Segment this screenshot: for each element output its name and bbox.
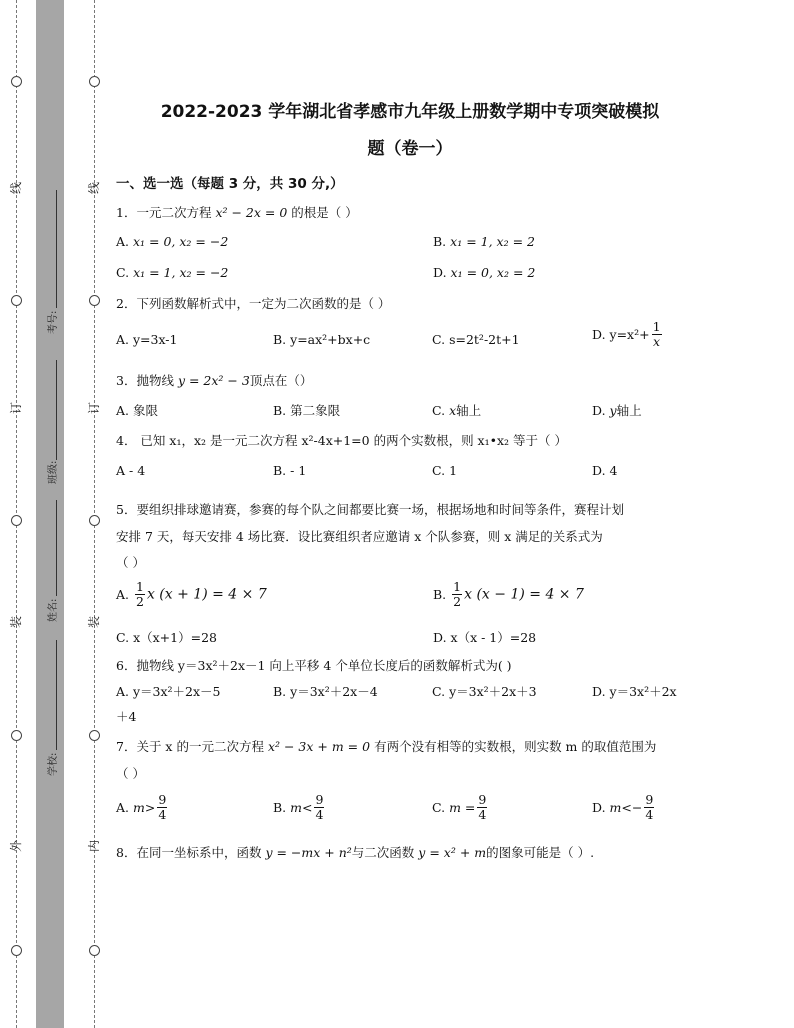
q6-option-d[interactable]: D. y＝3x²＋2x [592, 684, 677, 699]
name-label: 姓名: [48, 598, 59, 622]
option-value: x (x − 1) = 4 × 7 [464, 586, 584, 603]
q8-stem [116, 843, 594, 861]
option-value: m> [133, 800, 156, 815]
q7-option-c[interactable] [432, 793, 489, 822]
option-letter: D. [592, 403, 606, 418]
binding-hole [89, 945, 100, 956]
option-var: y [609, 403, 617, 418]
option-value: m<− [609, 800, 643, 815]
numerator: 9 [315, 792, 324, 807]
q5-option-c[interactable]: C. x（x+1）=28 [116, 630, 217, 645]
binding-hole [11, 945, 22, 956]
exam-id-blank[interactable] [56, 190, 57, 308]
q4-stem: 4． 已知 x₁，x₂ 是一元二次方程 x²-4x+1=0 的两个实数根，则 x₁•x₂ 等于（ ） [116, 433, 567, 448]
binding-hole [11, 730, 22, 741]
q1-option-b[interactable] [433, 234, 535, 249]
exam-id-label: 考号: [48, 310, 59, 334]
q4-option-a[interactable]: A - 4 [116, 463, 146, 478]
option-text: 轴上 [616, 403, 642, 418]
binding-hole [89, 515, 100, 526]
binding-hole [89, 730, 100, 741]
q4-option-b[interactable]: B. - 1 [273, 463, 307, 478]
margin-char: 线 [87, 181, 102, 195]
q8-stem-a: 8．在同一坐标系中，函数 [116, 845, 262, 860]
numerator: 9 [645, 792, 654, 807]
q7-equation: x² − 3x + m = 0 [267, 739, 371, 754]
q7-stem [116, 737, 656, 755]
option-letter: A. [116, 587, 130, 602]
option-value: x₁ = 0, x₂ = 2 [450, 265, 536, 280]
denominator: 4 [478, 807, 487, 822]
binding-hole [11, 515, 22, 526]
q7-option-d[interactable] [592, 793, 656, 822]
option-letter: A. [116, 234, 130, 249]
q5-line3: （ ） [116, 555, 145, 570]
q1-equation: x² − 2x = 0 [215, 205, 288, 220]
option-letter: B. [433, 234, 447, 249]
q5-option-b[interactable] [433, 580, 584, 609]
option-letter: B. [273, 800, 287, 815]
q5-option-a[interactable] [116, 580, 267, 609]
fraction [314, 793, 324, 822]
binding-hole [11, 295, 22, 306]
section-heading: 一、选一选（每题 3 分，共 30 分,） [116, 176, 344, 192]
q5-line2: 安排 7 天，每天安排 4 场比赛．设比赛组织者应邀请 x 个队参赛，则 x 满足的关系式为 [116, 529, 603, 544]
q1-option-c[interactable] [116, 265, 228, 280]
option-value: D. y=x²+ [592, 327, 650, 342]
q2-stem: 2．下列函数解析式中，一定为二次函数的是（ ） [116, 296, 391, 311]
q7-stem-b: 有两个没有相等的实数根，则实数 m 的取值范围为 [374, 739, 657, 754]
option-var: x [449, 403, 457, 418]
denominator: 4 [645, 807, 654, 822]
q6-option-d-continued: ＋4 [116, 709, 137, 724]
q3-stem-b: 顶点在（） [249, 373, 313, 388]
fraction [477, 793, 487, 822]
option-text: 轴上 [456, 403, 482, 418]
binding-hole [89, 295, 100, 306]
q3-option-d[interactable] [592, 401, 642, 419]
doc-title-line2: 题（卷一） [367, 139, 453, 159]
q3-stem-a: 3．抛物线 [116, 373, 174, 388]
q5-line1: 5．要组织排球邀请赛，参赛的每个队之间都要比赛一场，根据场地和时间等条件，赛程计划 [116, 502, 624, 517]
q3-option-c[interactable] [432, 401, 481, 419]
numerator: 9 [158, 792, 167, 807]
q7-option-b[interactable] [273, 793, 326, 822]
school-label: 学校: [48, 752, 59, 776]
option-letter: B. [433, 587, 447, 602]
q7-line2: （ ） [116, 766, 145, 781]
q2-option-c[interactable]: C. s=2t²-2t+1 [432, 332, 520, 347]
q1-stem-a: 1．一元二次方程 [116, 205, 212, 220]
q1-option-a[interactable] [116, 234, 228, 249]
option-letter: C. [116, 265, 130, 280]
q7-option-a[interactable] [116, 793, 169, 822]
numerator: 9 [478, 792, 487, 807]
option-value: m< [290, 800, 313, 815]
q6-option-b[interactable]: B. y＝3x²＋2x－4 [273, 684, 378, 699]
fraction [644, 793, 654, 822]
margin-char: 装 [87, 615, 102, 629]
margin-char: 订 [87, 401, 102, 415]
margin-char: 内 [87, 839, 102, 853]
q6-option-a[interactable]: A. y＝3x²＋2x－5 [116, 684, 221, 699]
margin-char: 装 [9, 615, 24, 629]
q3-equation: y = 2x² − 3 [177, 373, 250, 388]
option-letter: D. [433, 265, 447, 280]
option-letter: C. [432, 403, 446, 418]
inner-cut-line [94, 0, 95, 1028]
q8-stem-c: 的图象可能是（ ）. [486, 845, 595, 860]
q8-equation-1: y = −mx + n² [265, 845, 352, 860]
q3-option-b[interactable]: B. 第二象限 [273, 403, 341, 418]
q3-stem [116, 371, 312, 389]
q8-equation-2: y = x² + m [418, 845, 487, 860]
option-value: x₁ = 1, x₂ = 2 [450, 234, 535, 249]
outer-cut-line [16, 0, 17, 1028]
q1-stem [116, 203, 358, 221]
name-blank[interactable] [56, 500, 57, 596]
q1-option-d[interactable] [433, 265, 535, 280]
q1-stem-b: 的根是（ ） [291, 205, 358, 220]
denominator: 2 [136, 594, 144, 609]
margin-char: 订 [9, 401, 24, 415]
school-blank[interactable] [56, 640, 57, 750]
option-value: m = [449, 800, 476, 815]
numerator: 1 [453, 579, 462, 594]
doc-title-line1: 2022-2023 学年湖北省孝感市九年级上册数学期中专项突破模拟 [160, 102, 660, 122]
q2-option-d[interactable] [592, 320, 664, 349]
q6-option-c[interactable]: C. y＝3x²＋2x＋3 [432, 684, 537, 699]
fraction [135, 580, 145, 609]
q8-stem-b: 与二次函数 [351, 845, 415, 860]
class-blank[interactable] [56, 360, 57, 460]
denominator: x [653, 334, 661, 349]
margin-char: 外 [9, 839, 24, 853]
q5-option-d[interactable]: D. x（x - 1）=28 [433, 630, 537, 645]
q2-option-b[interactable]: B. y=ax²+bx+c [273, 332, 371, 347]
fraction [652, 320, 662, 349]
numerator: 1 [652, 319, 661, 334]
binding-hole [11, 76, 22, 87]
option-letter: D. [592, 800, 606, 815]
q7-stem-a: 7．关于 x 的一元二次方程 [116, 739, 264, 754]
binding-stripe [36, 0, 64, 1028]
class-label: 班级: [48, 460, 59, 484]
denominator: 4 [315, 807, 324, 822]
q4-option-d[interactable]: D. 4 [592, 463, 618, 478]
q2-option-a[interactable]: A. y=3x-1 [116, 332, 178, 347]
fraction [157, 793, 167, 822]
option-value: x₁ = 0, x₂ = −2 [133, 234, 229, 249]
margin-char: 线 [9, 181, 24, 195]
option-value: x₁ = 1, x₂ = −2 [133, 265, 229, 280]
denominator: 4 [158, 807, 167, 822]
q4-option-c[interactable]: C. 1 [432, 463, 458, 478]
q3-option-a[interactable]: A. 象限 [116, 403, 158, 418]
option-letter: A. [116, 800, 130, 815]
denominator: 2 [453, 594, 462, 609]
option-letter: C. [432, 800, 446, 815]
numerator: 1 [136, 579, 144, 594]
fraction [452, 580, 462, 609]
option-value: x (x + 1) = 4 × 7 [146, 586, 267, 603]
q6-stem: 6．抛物线 y＝3x²＋2x－1 向上平移 4 个单位长度后的函数解析式为( ) [116, 658, 512, 673]
binding-hole [89, 76, 100, 87]
